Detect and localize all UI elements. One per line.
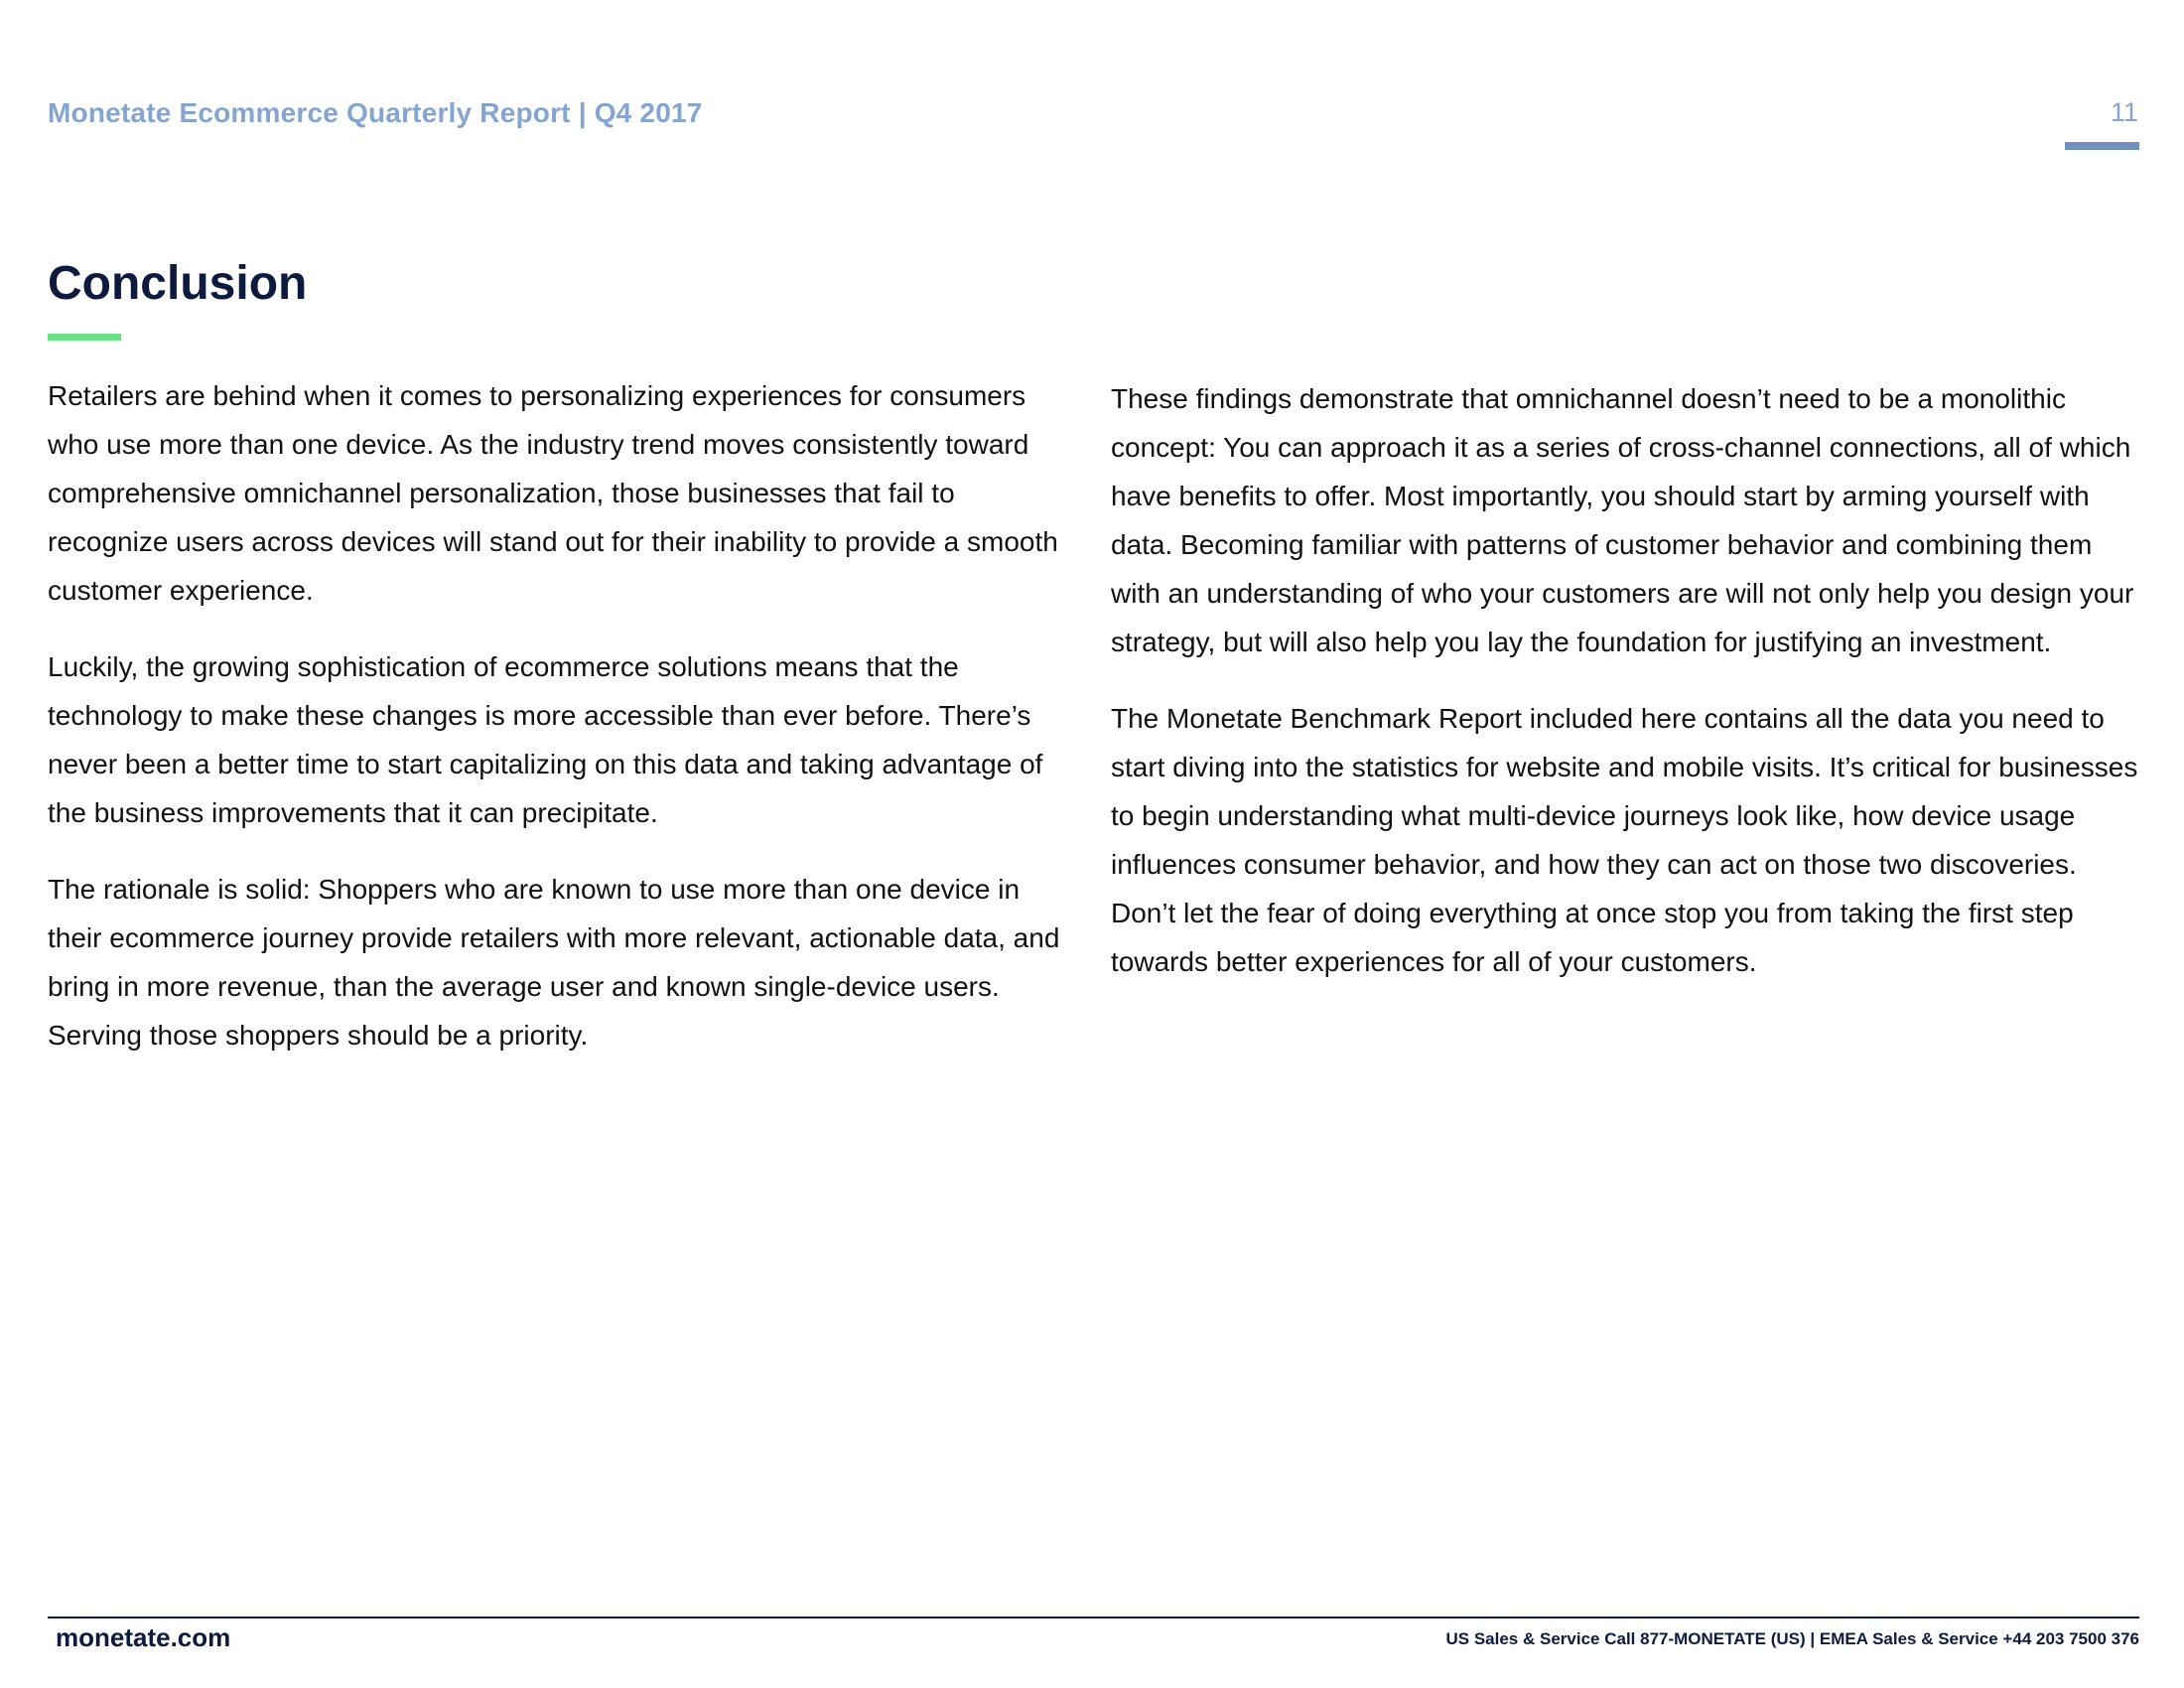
- footer-contact-info: US Sales & Service Call 877-MONETATE (US) | EMEA Sales & Service +44 203 7500 376: [1445, 1629, 2139, 1648]
- right-paragraph-2: The Monetate Benchmark Report included here contains all the data you need to start diving into the statistics for website and mobile visits. It’s critical for businesses to begin understanding what multi-device journeys look like, how device usage influences consumer behavior, and how they can act on those two discoveries. Don’t let the fear of doing everything at once stop you from taking the first step towards better experiences for all of your customers.: [1111, 703, 2138, 977]
- right-paragraph-1: These findings demonstrate that omnichannel doesn’t need to be a monolithic concept: You can approach it as a series of cross-channel connections, all of which have benefits to offer. Most importantly, you should start by arming yourself with data. Becoming familiar with patterns of customer behavior and combining them with an understanding of who your customers are will not only help you design your strategy, but will also help you lay the foundation for justifying an investment.: [1111, 383, 2134, 657]
- left-paragraph-2: Luckily, the growing sophistication of ecommerce solutions means that the technology to make these changes is more accessible than ever before. There’s never been a better time to start capitalizing on this data and taking advantage of the business improvements that it can precipitate.: [48, 651, 1043, 828]
- left-text-column: [48, 371, 1075, 1087]
- report-title: Monetate Ecommerce Quarterly Report | Q4 2017: [48, 97, 703, 128]
- heading-accent-bar: [48, 334, 121, 341]
- section-heading: Conclusion: [48, 257, 308, 310]
- page-number: 11: [2110, 97, 2138, 127]
- footer-divider: [48, 1617, 2139, 1618]
- right-text-column: [1111, 374, 2140, 1014]
- left-paragraph-1: Retailers are behind when it comes to personalizing experiences for consumers who use more than one device. As the industry trend moves consistently toward comprehensive omnichannel personalization, those businesses that fail to recognize users across devices will stand out for their inability to provide a smooth customer experience.: [48, 380, 1058, 606]
- page-number-accent-bar: [2065, 142, 2139, 150]
- left-paragraph-3: The rationale is solid: Shoppers who are known to use more than one device in their ecommerce journey provide retailers with more relevant, actionable data, and bring in more revenue, than the average user and known single-device users. Serving those shoppers should be a priority.: [48, 874, 1060, 1051]
- footer-website: monetate.com: [56, 1622, 231, 1652]
